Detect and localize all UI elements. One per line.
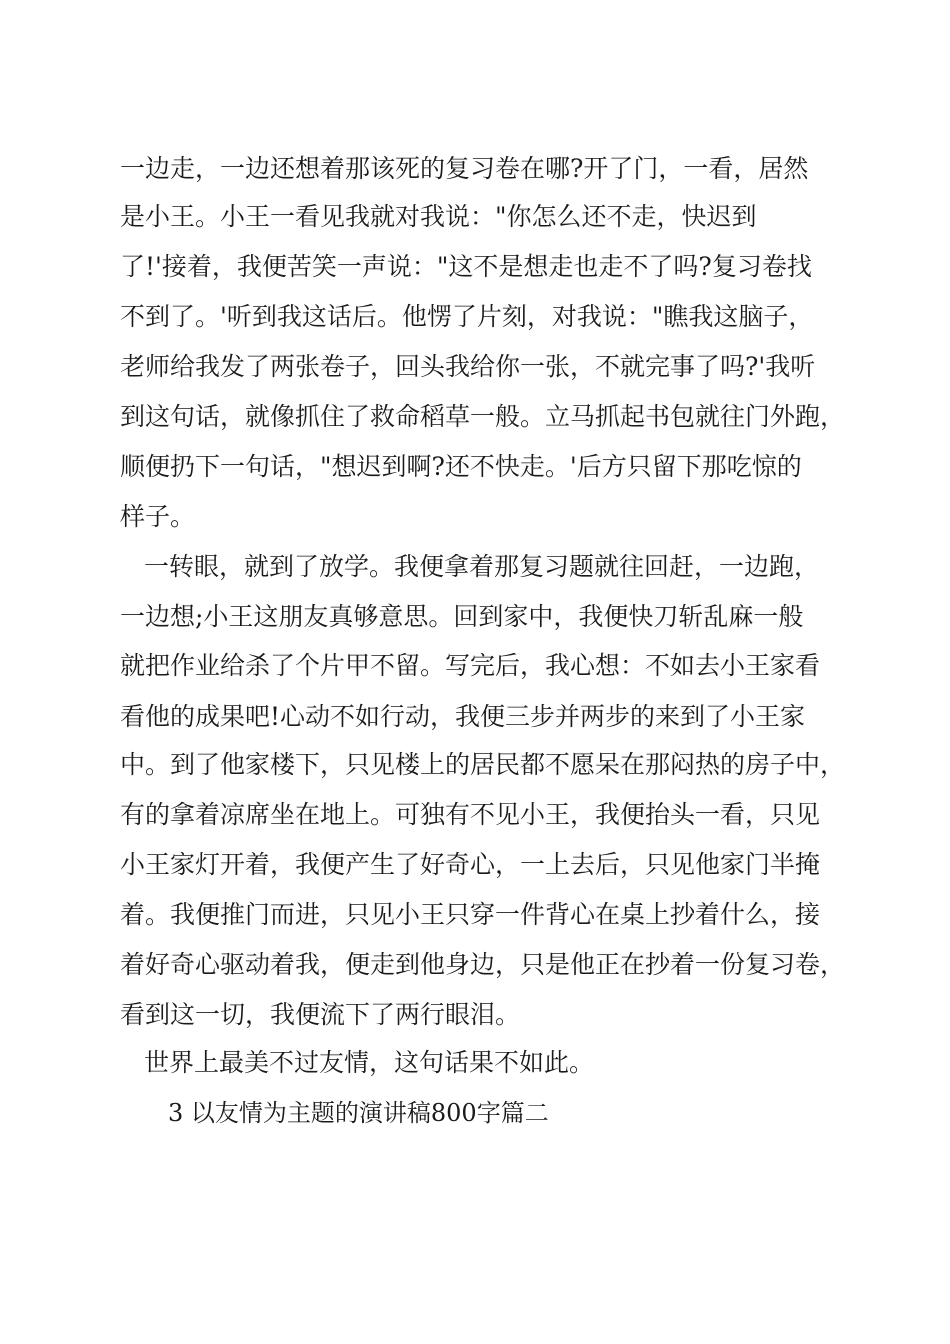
paragraph-line: 着。我便推门而进，只见小王只穿一件背心在桌上抄着什么，接	[120, 900, 821, 929]
paragraph-line: 到这句话，就像抓住了救命稻草一般。立马抓起书包就往门外跑，	[120, 402, 846, 431]
paragraph-line: 一转眼，就到了放学。我便拿着那复习题就往回赶，一边跑，	[144, 552, 820, 581]
paragraph-line: 顺便扔下一句话，"想迟到啊?还不快走。'后方只留下那吃惊的	[120, 452, 802, 481]
paragraph-line: 世界上最美不过友情，这句话果不如此。	[144, 1048, 595, 1077]
paragraph-line: 就把作业给杀了个片甲不留。写完后，我心想：不如去小王家看	[120, 651, 821, 680]
paragraph-line: 了!'接着，我便苦笑一声说："这不是想走也走不了吗?复习卷找	[120, 252, 812, 281]
paragraph-line: 一边想;小王这朋友真够意思。回到家中，我便快刀斩乱麻一般	[120, 602, 804, 631]
paragraph-line: 有的拿着凉席坐在地上。可独有不见小王，我便抬头一看，只见	[120, 800, 821, 829]
paragraph-line: 样子。	[120, 502, 196, 531]
paragraph-line: 小王家灯开着，我便产生了好奇心，一上去后，只见他家门半掩	[120, 850, 821, 879]
paragraph-line: 看他的成果吧!心动不如行动，我便三步并两步的来到了小王家	[120, 702, 806, 731]
paragraph-line: 看到这一切，我便流下了两行眼泪。	[120, 1000, 521, 1029]
paragraph-line: 中。到了他家楼下，只见楼上的居民都不愿呆在那闷热的房子中，	[120, 750, 846, 779]
paragraph-line: 一边走，一边还想着那该死的复习卷在哪?开了门，一看，居然	[120, 154, 809, 183]
paragraph-line: 不到了。'听到我这话后。他愣了片刻，对我说："瞧我这脑子，	[120, 302, 814, 331]
paragraph-line: 着好奇心驱动着我，便走到他身边，只是他正在抄着一份复习卷，	[120, 950, 846, 979]
paragraph-line: 老师给我发了两张卷子，回头我给你一张，不就完事了吗?'我听	[120, 352, 816, 381]
paragraph-line: 是小王。小王一看见我就对我说："你怎么还不走，快迟到	[120, 202, 757, 231]
section-heading: 3 以友情为主题的演讲稿800字篇二	[168, 1099, 549, 1127]
